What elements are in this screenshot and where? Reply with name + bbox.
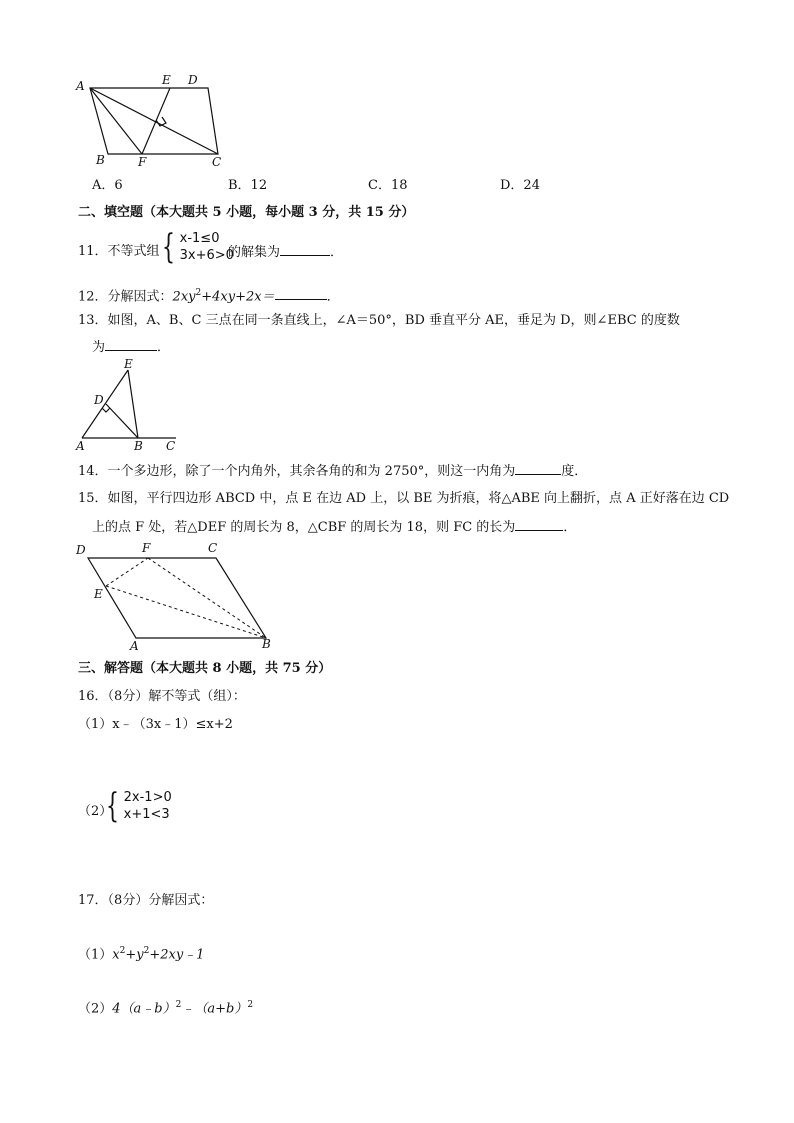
q16-title: 16．（8分）解不等式（组）： [78, 689, 246, 704]
label-c: C [208, 541, 218, 555]
label-d: D [188, 73, 198, 87]
line-ac [90, 88, 218, 154]
q15-line2 [92, 518, 576, 537]
q15-line2-text: 上的点 F 处，若△DEF 的周长为 8，△CBF 的周长为 18，则 FC 的长为 [92, 520, 516, 535]
q10-option-a: A．6 [92, 178, 123, 193]
line-af [90, 88, 142, 154]
dashed-eb [106, 586, 266, 638]
q17-p2-expr-b: ﹣（a+b） [181, 1001, 248, 1017]
q12-answer-blank[interactable] [275, 287, 327, 300]
q17-title: 17．（8分）分解因式： [78, 893, 214, 908]
dashed-ef [106, 558, 148, 586]
label-f: F [142, 541, 151, 555]
q10-option-b: B．12 [228, 178, 268, 193]
label-e: E [94, 587, 103, 601]
q13-answer-blank[interactable] [105, 338, 157, 351]
label-f: F [138, 155, 147, 169]
q14-answer-blank[interactable] [515, 462, 561, 475]
label-d: D [94, 393, 104, 407]
q11-brace: { [162, 227, 175, 267]
q17-p1-exp1: 2 [119, 946, 126, 956]
q13-line1: 13．如图，A、B、C 三点在同一条直线上，∠A＝50°，BD 垂直平分 AE，垂足为 D，则∠EBC 的度数 [78, 313, 680, 328]
q15-line1: 15．如图，平行四边形 ABCD 中，点 E 在边 AD 上，以 BE 为折痕，将△ABE 向上翻折，点 A 正好落在边 CD [78, 491, 730, 506]
label-b: B [134, 439, 143, 453]
q14-end: 度． [561, 464, 588, 479]
q10-option-d: D．24 [500, 178, 540, 193]
q17-p1-expr-c: +2xy﹣1 [149, 947, 205, 963]
q17-p1-exp2: 2 [143, 946, 150, 956]
q17-p1-label: （1） [78, 947, 113, 963]
label-e: E [124, 358, 133, 371]
q17-part1 [78, 942, 204, 964]
q16-row1: 2x-1>0 [123, 790, 172, 805]
q16-row2: x+1<3 [123, 807, 170, 822]
q15-end: ． [563, 520, 577, 535]
q12-prefix: 12．分解因式： [78, 289, 173, 305]
label-a: A [76, 439, 85, 453]
q17-p2-exp1: 2 [175, 1000, 182, 1010]
q17-p2-expr-a: 4（a﹣b） [112, 1001, 176, 1017]
q16-brace: { [106, 786, 119, 826]
q12 [78, 284, 340, 306]
q11-suffix-text: 的解集为 [228, 245, 281, 260]
q11-end: ． [330, 245, 344, 260]
right-angle-mark [102, 408, 110, 412]
section2-heading: 二、填空题（本大题共 5 小题，每小题 3 分，共 15 分） [78, 205, 415, 220]
q14 [78, 462, 587, 481]
q12-expr-a: 2xy [172, 289, 196, 305]
parallelogram-abcd [88, 558, 266, 638]
figure-q15-parallelogram [72, 540, 282, 652]
q16-part2-system [106, 786, 172, 826]
q12-end: ． [326, 289, 340, 305]
q13-line2-text: 为 [92, 340, 106, 355]
q10-option-c: C．18 [368, 178, 408, 193]
section3-heading: 三、解答题（本大题共 8 小题，共 75 分） [78, 661, 332, 676]
label-c: C [212, 155, 222, 169]
q17-p2-exp2: 2 [247, 1000, 254, 1010]
q11-system [162, 227, 234, 267]
line-ae [82, 370, 128, 438]
q13-end: ． [157, 340, 171, 355]
figure-q13-triangle [72, 358, 192, 454]
label-e: E [162, 73, 171, 87]
figure-q10-parallelogram [70, 70, 240, 172]
label-a: A [76, 79, 85, 93]
q17-p1-expr-b: +y [125, 947, 144, 963]
q12-expr-b: +4xy+2x＝ [201, 289, 275, 305]
q13-line2 [92, 338, 170, 357]
label-d: D [76, 543, 86, 557]
q17-part2 [78, 996, 253, 1018]
q11-suffix [228, 243, 343, 262]
label-b: B [96, 153, 105, 167]
q15-answer-blank[interactable] [515, 518, 563, 531]
label-b: B [262, 637, 271, 651]
label-c: C [166, 439, 176, 453]
q17-p2-label: （2） [78, 1001, 113, 1017]
label-a: A [130, 639, 139, 652]
q12-exp: 2 [195, 288, 202, 298]
q14-text: 14．一个多边形，除了一个内角外，其余各角的和为 2750°，则这一内角为 [78, 464, 516, 479]
q17-p1-expr-a: x [112, 947, 120, 963]
q11-row2: 3x+6>0 [179, 248, 234, 263]
q11-row1: x-1≤0 [179, 231, 220, 246]
q11-answer-blank[interactable] [280, 243, 330, 256]
q16-part1: （1）x﹣（3x﹣1）≤x+2 [78, 717, 233, 732]
dashed-fb [148, 558, 266, 638]
q11-prefix: 11．不等式组 [78, 244, 160, 259]
line-eb [128, 370, 138, 438]
q16-part2-label: （2） [78, 804, 113, 819]
